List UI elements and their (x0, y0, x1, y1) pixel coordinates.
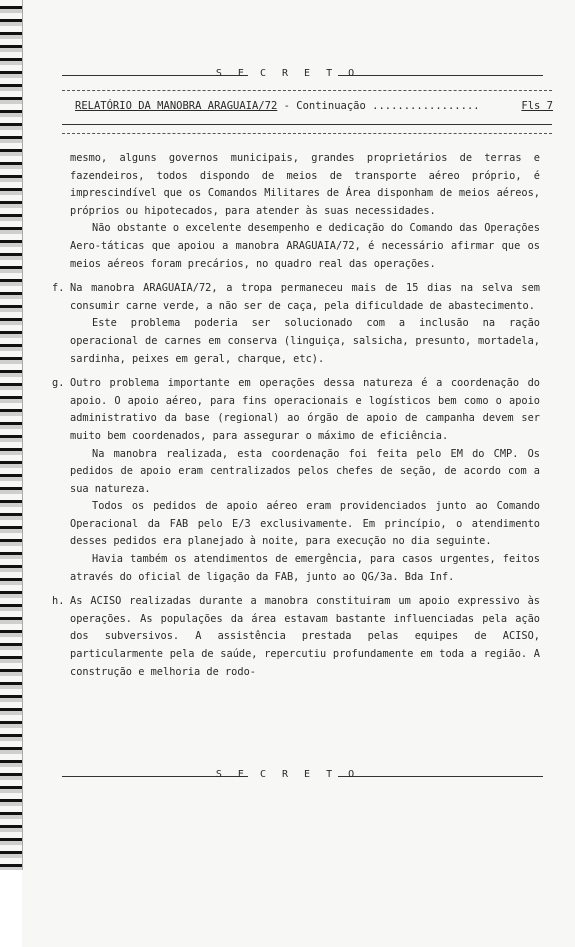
classification-bottom: S E C R E T O (215, 769, 360, 780)
item-marker: g. (52, 377, 65, 390)
page-header (75, 100, 553, 112)
spiral-binding (0, 0, 23, 870)
continuation-label: - Continuação ................. (283, 100, 480, 112)
paragraph: Este problema poderia ser solucionado com a inclusão na ração operacional de carnes em conserva (linguiça, salsicha, presunto, mortadela, sardinha, peixes em geral, charque, etc). (70, 317, 540, 365)
paragraph: Todos os pedidos de apoio aéreo eram providenciados junto ao Comando Operacional da FAB pelo E/3 exclusivamente. Em princípio, o atendimento desses pedidos era planejado à noite, para execução no dia seguinte. (70, 500, 540, 548)
paragraph: mesmo, alguns governos municipais, grandes proprietários de terras e fazendeiros, todos dispondo de meios de transporte aéreo próprio, é imprescindível que os Comandos Militares de Área disponham de meios aéreos, próprios ou hipotecados, para atender às suas necessidades. (70, 152, 540, 217)
page-margin (0, 870, 22, 947)
list-item-g (52, 375, 540, 586)
paragraph: Na manobra realizada, esta coordenação foi feita pelo EM do CMP. Os pedidos de apoio eram centralizados pelos chefes de seção, de acordo com a sua natureza. (70, 447, 540, 495)
paragraph: Havia também os atendimentos de emergência, para casos urgentes, feitos através do oficial de ligação da FAB, junto ao QG/3a. Bda Inf. (70, 553, 540, 583)
item-marker: f. (52, 282, 65, 295)
classification-top: S E C R E T O (215, 68, 360, 79)
paragraph: As ACISO realizadas durante a manobra constituiram um apoio expressivo às operações. As populações da área estavam bastante influenciadas pela ação dos subversivos. A assistência prestada pelas equipes de ACISO, particularmente pela de saúde, repercutiu profundamente em toda a região. A construção e melhoria de rodo- (70, 595, 540, 678)
page-number: Fls 7 (521, 100, 553, 112)
paragraph: Não obstante o excelente desempenho e dedicação do Comando das Operações Aero-táticas que apoiou a manobra ARAGUAIA/72, é necessário afirmar que os meios aéreos foram precários, no quadro real das operações. (70, 222, 540, 270)
item-marker: h. (52, 595, 65, 608)
paragraph: Outro problema importante em operações dessa natureza é a coordenação do apoio. O apoio aéreo, para fins operacionais e logísticos bem como o apoio administrativo da base (regional) ao órgão de apoio de campanha devem ser muito bem coordenados, para assegurar o máximo de eficiência. (70, 377, 540, 442)
paragraph: Na manobra ARAGUAIA/72, a tropa permaneceu mais de 15 dias na selva sem consumir carne verde, a não ser de caça, pela dificuldade de abastecimento. (70, 282, 540, 312)
list-item-f (52, 280, 540, 368)
report-title: RELATÓRIO DA MANOBRA ARAGUAIA/72 (75, 100, 278, 112)
document-body (52, 150, 540, 681)
header-dashed-rule (62, 133, 552, 134)
header-rule (62, 124, 552, 125)
list-item-h (52, 593, 540, 681)
top-dashed-rule (62, 90, 552, 91)
